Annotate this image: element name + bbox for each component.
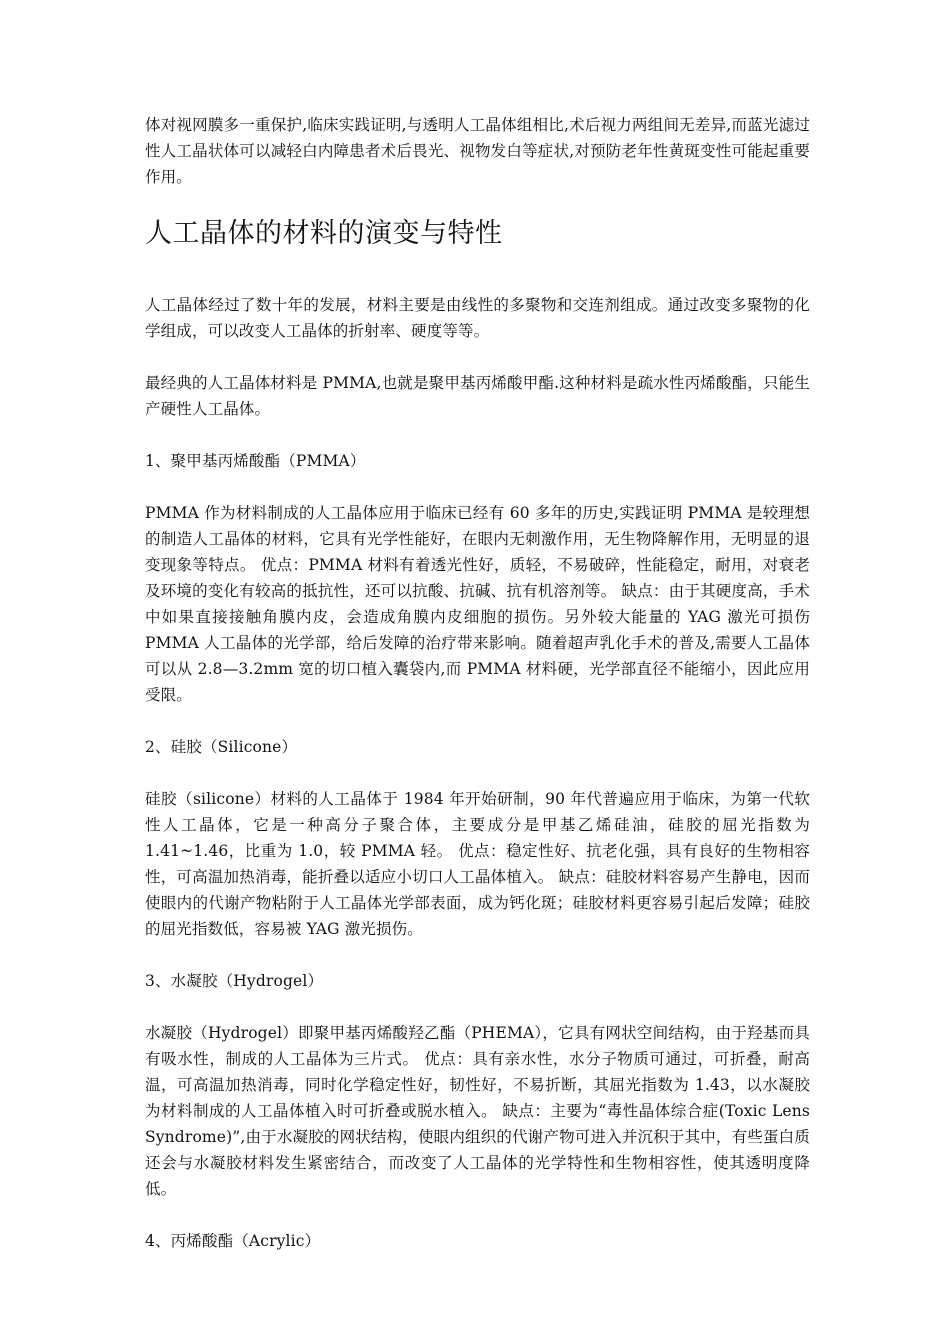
paragraph-overview: 人工晶体经过了数十年的发展，材料主要是由线性的多聚物和交连剂组成。通过改变多聚物的化学组成，可以改变人工晶体的折射率、硬度等等。 [145,296,810,340]
heading-acrylic: 4、丙烯酸酯（Acrylic） [145,1232,321,1250]
paragraph-pmma: PMMA 作为材料制成的人工晶体应用于临床已经有 60 多年的历史,实践证明 PMMA 是较理想的制造人工晶体的材料，它具有光学性能好，在眼内无刺激作用，无生物降解作用，无明显的退变现象等特点。 优点：PMMA 材料有着透光性好，质轻，不易破碎，性能稳定，耐用，对衰老及环境的变化有较高的抵抗性，还可以抗酸、抗碱、抗有机溶剂等。 缺点：由于其硬度高，手术中如果直接接触角膜内皮，会造成角膜内皮细胞的损伤。另外较大能量的 YAG 激光可损伤 PMMA 人工晶体的光学部，给后发障的治疗带来影响。随着超声乳化手术的普及,需要人工晶体可以从 2.8—3.2mm 宽的切口植入囊袋内,而 PMMA 材料硬，光学部直径不能缩小，因此应用受限。 [145,504,810,704]
heading-silicone: 2、硅胶（Silicone） [145,738,298,756]
heading-pmma: 1、聚甲基丙烯酸酯（PMMA） [145,452,366,470]
intro-paragraph: 体对视网膜多一重保护,临床实践证明,与透明人工晶体组相比,术后视力两组间无差异,而蓝光滤过性人工晶状体可以减轻白内障患者术后畏光、视物发白等症状,对预防老年性黄斑变性可能起重要作用。 [145,116,810,186]
paragraph-silicone: 硅胶（silicone）材料的人工晶体于 1984 年开始研制，90 年代普遍应用于临床，为第一代软性人工晶体，它是一种高分子聚合体，主要成分是甲基乙烯硅油，硅胶的屈光指数为 1.41~1.46，比重为 1.0，较 PMMA 轻。 优点：稳定性好、抗老化强，具有良好的生物相容性，可高温加热消毒，能折叠以适应小切口人工晶体植入。 缺点：硅胶材料容易产生静电，因而使眼内的代谢产物粘附于人工晶体光学部表面，成为钙化斑；硅胶材料更容易引起后发障；硅胶的屈光指数低，容易被 YAG 激光损伤。 [145,790,810,938]
section-title: 人工晶体的材料的演变与特性 [145,218,503,249]
document-page [145,112,810,1254]
paragraph-pmma-classic: 最经典的人工晶体材料是 PMMA,也就是聚甲基丙烯酸甲酯.这种材料是疏水性丙烯酸酯，只能生产硬性人工晶体。 [145,374,810,418]
heading-hydrogel: 3、水凝胶（Hydrogel） [145,972,324,990]
paragraph-hydrogel: 水凝胶（Hydrogel）即聚甲基丙烯酸羟乙酯（PHEMA），它具有网状空间结构，由于羟基而具有吸水性，制成的人工晶体为三片式。 优点：具有亲水性，水分子物质可通过，可折叠，耐高温，可高温加热消毒，同时化学稳定性好，韧性好，不易折断，其屈光指数为 1.43，以水凝胶为材料制成的人工晶体植入时可折叠或脱水植入。 缺点：主要为“毒性晶体综合症(Toxic Lens Syndrome)”,由于水凝胶的网状结构，使眼内组织的代谢产物可进入并沉积于其中，有些蛋白质还会与水凝胶材料发生紧密结合，而改变了人工晶体的光学特性和生物相容性，使其透明度降低。 [145,1024,810,1198]
